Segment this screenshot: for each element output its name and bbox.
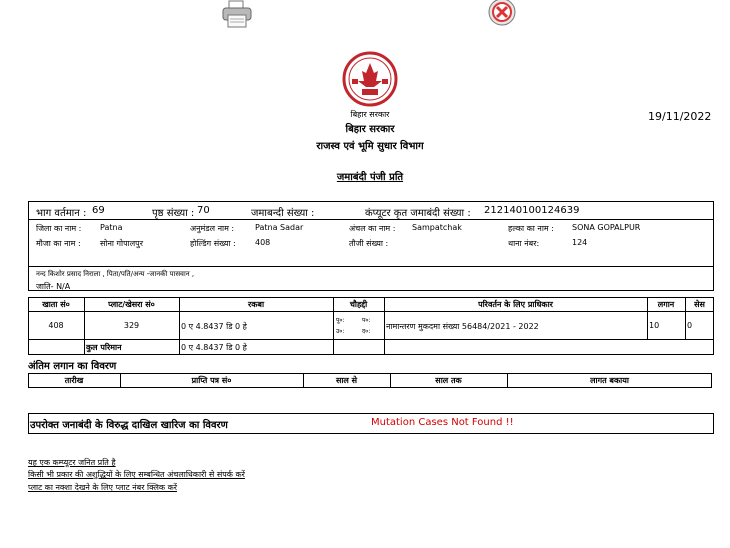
holding-value: 408 bbox=[255, 238, 271, 247]
lagan-col-year-from: साल से bbox=[335, 376, 358, 385]
cell-khata: 408 bbox=[48, 321, 64, 330]
holding-label: होल्डिंग संख्या : bbox=[190, 239, 236, 248]
mutation-title: उपरोक्त जनाबंदी के विरुद्ध दाखिल खारिज का विवरण bbox=[30, 420, 228, 431]
computer-jamabandi-value: 212140100124639 bbox=[484, 205, 580, 216]
lagan-section-title: अंतिम लगान का विवरण bbox=[28, 361, 117, 372]
close-icon[interactable] bbox=[485, 0, 519, 28]
report-date: 19/11/2022 bbox=[648, 110, 712, 123]
tauji-label: तौजी संख्या : bbox=[349, 239, 389, 248]
mauja-label: मौजा का नाम : bbox=[36, 239, 81, 248]
jila-value: Patna bbox=[100, 223, 123, 232]
lagan-col-receipt: प्राप्ति पत्र सं० bbox=[191, 376, 232, 385]
jati: जाति- N/A bbox=[36, 282, 71, 291]
footer-computer-generated: यह एक कम्प्यूटर जनित प्रति है bbox=[28, 458, 116, 467]
bihar-emblem bbox=[336, 51, 404, 107]
col-header-ses: सेस bbox=[694, 300, 705, 309]
chauhaddi-east: पू०: bbox=[336, 317, 345, 324]
bhag-value: 69 bbox=[92, 205, 105, 216]
anumandal-value: Patna Sadar bbox=[255, 223, 304, 232]
thana-label: थाना नंबर: bbox=[508, 239, 540, 248]
print-icon[interactable] bbox=[220, 0, 254, 28]
jila-label: जिला का नाम : bbox=[36, 224, 82, 233]
halka-value: SONA GOPALPUR bbox=[572, 223, 641, 232]
lagan-col-date: तारीख bbox=[64, 376, 84, 385]
doc-title: जमाबंदी पंजी प्रति bbox=[336, 172, 404, 183]
org-name: बिहार सरकार bbox=[345, 124, 395, 135]
emblem-caption: बिहार सरकार bbox=[350, 110, 390, 119]
cell-adhikar: नामान्तरण मुकदमा संख्या 56484/2021 - 2022 bbox=[386, 322, 539, 331]
lagan-col-year-to: साल तक bbox=[435, 376, 462, 385]
footer-contact-link[interactable]: किसी भी प्रकार की अशुद्धियों के लिए सम्बन्धित अंचलाधिकारी से संपर्क करें bbox=[28, 470, 245, 479]
jamabandi-label: जमाबन्दी संख्या : bbox=[251, 208, 315, 219]
col-header-lagan: लगान bbox=[657, 300, 675, 309]
cell-plot-link[interactable]: 329 bbox=[123, 321, 140, 330]
prishth-label: पृष्ठ संख्या : bbox=[152, 208, 195, 219]
chauhaddi-west: प०: bbox=[362, 317, 371, 324]
dept-name: राजस्व एवं भूमि सुधार विभाग bbox=[316, 141, 424, 152]
bhag-label: भाग वर्तमान : bbox=[36, 208, 87, 219]
cell-lagan: 10 bbox=[649, 321, 660, 330]
col-header-adhikar: परिवर्तन के लिए प्राधिकार bbox=[478, 300, 553, 309]
col-header-rakba: रकबा bbox=[247, 300, 265, 309]
anchal-value: Sampatchak bbox=[412, 223, 462, 232]
col-header-chauhaddi: चौहद्दी bbox=[349, 300, 368, 309]
total-rakba: 0 ए 4.8437 डि 0 हे bbox=[181, 343, 247, 352]
thana-value: 124 bbox=[572, 238, 588, 247]
footer-map-link[interactable]: प्लाट का नक्शा देखने के लिए प्लाट नंबर क्लिक करें bbox=[28, 483, 177, 492]
col-header-khata: खाता सं० bbox=[42, 300, 70, 309]
chauhaddi-south: द०: bbox=[362, 328, 371, 335]
computer-jamabandi-label: कंप्यूटर कृत जमाबंदी संख्या : bbox=[365, 208, 471, 219]
col-header-plot: प्लाट/खेसरा सं० bbox=[108, 300, 155, 309]
lagan-col-dues: लागत बकाया bbox=[590, 376, 629, 385]
chauhaddi-north: उ०: bbox=[336, 328, 345, 335]
mutation-status: Mutation Cases Not Found !! bbox=[371, 417, 514, 428]
anchal-label: अंचल का नाम : bbox=[349, 224, 396, 233]
anumandal-label: अनुमंडल नाम : bbox=[190, 224, 235, 233]
mauja-value: सोना गोपालपुर bbox=[100, 239, 143, 248]
halka-label: हल्का का नाम : bbox=[508, 224, 554, 233]
total-label: कुल परिमान bbox=[86, 343, 122, 352]
prishth-value: 70 bbox=[197, 205, 210, 216]
cell-ses: 0 bbox=[687, 321, 693, 330]
cell-rakba: 0 ए 4.8437 डि 0 हे bbox=[181, 322, 247, 331]
raiyat-name: नन्द किशोर प्रसाद निराला , पिता/पति/अन्य -जानकी पासवान , bbox=[36, 270, 195, 278]
